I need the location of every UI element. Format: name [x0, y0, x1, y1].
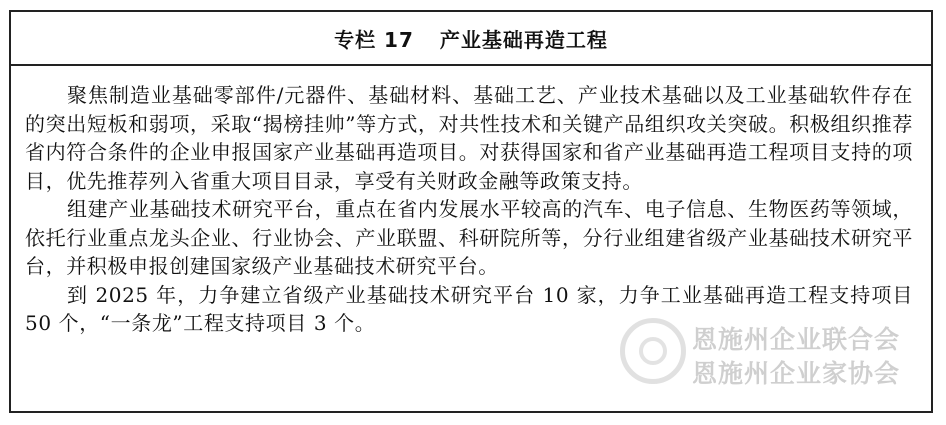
watermark-line-1: 恩施州企业联合会 — [692, 325, 901, 354]
box-title-label: 专栏 17 — [334, 27, 414, 52]
paragraph-2025-targets: 到 2025 年，力争建立省级产业基础技术研究平台 10 家，力争工业基础再造工程支持项目 50 个，“一条龙”工程支持项目 3 个。 — [25, 282, 913, 335]
box-title-text: 产业基础再造工程 — [439, 27, 608, 52]
box-content — [11, 66, 931, 338]
watermark-line-2: 恩施州企业家协会 — [692, 359, 901, 388]
box-title-bar — [11, 12, 931, 66]
paragraph-research-platforms: 组建产业基础技术研究平台，重点在省内发展水平较高的汽车、电子信息、生物医药等领域，依托行业重点龙头企业、行业协会、产业联盟、科研院所等，分行业组建省级产业基础技术研究平台，并积极申报创建国家级产业基础技术研究平台。 — [25, 197, 913, 278]
feature-box — [9, 10, 933, 413]
paragraph-foundation-projects: 聚焦制造业基础零部件/元器件、基础材料、基础工艺、产业技术基础以及工业基础软件存在的突出短板和弱项，采取“揭榜挂帅”等方式，对共性技术和关键产品组织攻关突破。积极组织推荐省内符合条件的企业申报国家产业基础再造项目。对获得国家和省产业基础再造工程项目支持的项目，优先推荐列入省重大项目目录，享受有关财政金融等政策支持。 — [25, 83, 913, 193]
